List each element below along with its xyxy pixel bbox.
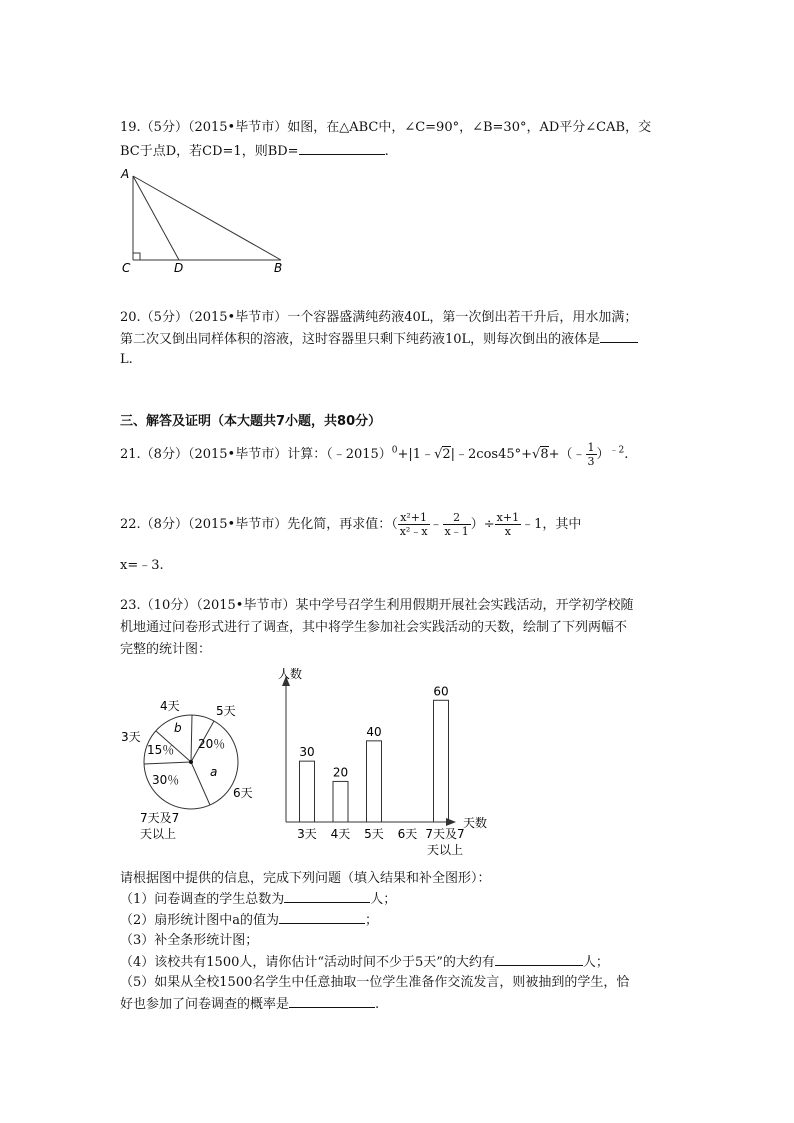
- triangle-figure: [115, 165, 295, 280]
- section-title: 三、解答及证明（本大题共7小题，共80分）: [120, 414, 382, 429]
- bar-4: [434, 700, 449, 822]
- q23-line-3: 完整的统计图：: [120, 642, 212, 657]
- q20-line-2-text: 第二次又倒出同样体积的溶液，这时容器里只剩下纯药液10L，则每次倒出的液体是: [120, 332, 601, 347]
- q21-exp: ﹣2: [609, 445, 625, 456]
- q21-part2: |﹣2cos45°+: [450, 447, 533, 462]
- q23-sub5-text: 好也参加了问卷调查的概率是: [120, 997, 290, 1012]
- bar-value-label: 60: [433, 684, 449, 699]
- bar-value-label: 40: [366, 724, 382, 739]
- q22-line: [120, 508, 581, 542]
- pie-label-a: a: [210, 765, 218, 779]
- q23-sub5-end: .: [375, 997, 380, 1012]
- q23-sub5-line-2: [120, 995, 379, 1013]
- q23-sub3: （3）补全条形统计图；: [120, 933, 259, 948]
- q23-sub1: [120, 890, 396, 908]
- q22-f2-den: x﹣1: [444, 525, 469, 538]
- q22-line-2: x=﹣3.: [120, 558, 164, 573]
- q23-sub2-text: （2）扇形统计图中a的值为: [120, 913, 280, 928]
- q20-line-3: L.: [120, 352, 133, 367]
- pie-divider: [191, 762, 210, 805]
- q22-fraction-1: [398, 511, 430, 538]
- pie-divider: [191, 715, 192, 762]
- q23-sub2-end: ；: [365, 913, 379, 928]
- answer-blank-23-1[interactable]: [284, 890, 370, 903]
- q23-line-2: 机地通过问卷形式进行了调查，其中将学生参加社会实践活动的天数，绘制了下列两幅不: [120, 620, 628, 635]
- q21-sqrt8: 8: [540, 447, 549, 462]
- q23-sub4-end: 人；: [582, 955, 609, 970]
- answer-blank-20[interactable]: [600, 330, 638, 343]
- q21-fraction: [586, 441, 597, 468]
- q19-line-1: 19.（5分）（2015•毕节市）如图，在△ABC中，∠C=90°，∠B=30°，AD平分∠CAB，交: [120, 120, 652, 135]
- x-tick-label: 4天: [330, 827, 351, 841]
- q21-line: [120, 441, 628, 468]
- q23-sub4-text: （4）该校共有1500人，请你估计“活动时间不少于5天”的大约有: [120, 955, 495, 970]
- answer-blank-23-2[interactable]: [279, 911, 365, 924]
- pie-label-20pct: 20％: [198, 737, 226, 751]
- x-axis-label: 天数: [463, 816, 488, 830]
- pie-label-3days: 3天: [121, 730, 141, 744]
- q20-line-2: [120, 330, 638, 348]
- answer-blank-19[interactable]: [299, 142, 385, 155]
- pie-label-7days-a: 7天及7: [140, 811, 180, 825]
- pie-label-7days-b: 天以上: [140, 827, 177, 841]
- q21-zero-exp: 0: [391, 445, 398, 456]
- x-tick-label: 3天: [297, 827, 317, 841]
- x-tick-label: 6天: [397, 827, 418, 841]
- pie-label-5days: 5天: [216, 704, 236, 718]
- bar-value-label: 30: [299, 745, 315, 760]
- pie-label-15pct: 15％: [147, 743, 175, 757]
- pie-divider: [144, 762, 191, 764]
- x-tick-label: 天以上: [426, 843, 464, 857]
- bar-2: [367, 741, 382, 822]
- q21-sqrt2: 2: [442, 447, 451, 462]
- q23-line-1: 23.（10分）（2015•毕节市）某中学号召学生利用假期开展社会实践活动，开学初学校随: [120, 598, 634, 613]
- q23-sub1-end: 人；: [370, 892, 397, 907]
- pie-label-4days: 4天: [160, 699, 180, 713]
- bar-chart: [270, 662, 510, 862]
- q21-part1: +|1﹣: [397, 447, 435, 462]
- pie-label-6days: 6天: [233, 786, 253, 800]
- q23-sub5-line-1: （5）如果从全校1500名学生中任意抽取一位学生准备作交流发言，则被抽到的学生，恰: [120, 975, 630, 990]
- q21-prefix: 21.（8分）（2015•毕节市）计算：（﹣2015）: [120, 447, 392, 462]
- pie-label-b: b: [174, 721, 182, 735]
- q19-line-2: [120, 142, 389, 160]
- label-B: B: [274, 261, 283, 275]
- q22-fraction-3: [495, 511, 521, 538]
- q23-sub1-text: （1）问卷调查的学生总数为: [120, 892, 285, 907]
- q19-line-2-text: BC于点D，若CD=1，则BD=: [120, 144, 299, 159]
- q23-prompt: 请根据图中提供的信息，完成下列问题（填入结果和补全图形）：: [120, 871, 491, 886]
- q23-sub4: [120, 953, 609, 971]
- pie-label-30pct: 30％: [152, 773, 180, 787]
- q22-mid: ）÷: [470, 517, 495, 532]
- label-C: C: [122, 261, 131, 275]
- q21-frac-num: 1: [587, 441, 595, 454]
- sqrt-sign: √: [434, 447, 443, 462]
- q22-minus: ﹣: [429, 517, 443, 532]
- pie-center: [189, 760, 193, 764]
- q19-end: .: [384, 144, 389, 159]
- q21-end: .: [624, 447, 629, 462]
- y-axis-label: 人数: [278, 667, 303, 681]
- answer-blank-23-4[interactable]: [495, 953, 583, 966]
- pie-chart: [115, 690, 275, 850]
- answer-blank-23-5[interactable]: [289, 995, 375, 1008]
- q20-line-1: 20.（5分）（2015•毕节市）一个容器盛满纯药液40L，第一次倒出若干升后，用水加满；: [120, 310, 638, 325]
- q22-f3-num: x+1: [496, 511, 520, 524]
- q22-end: ﹣1，其中: [521, 517, 582, 532]
- q22-f1-den: x²﹣x: [399, 525, 428, 538]
- bar-1: [333, 781, 348, 822]
- bar-0: [300, 761, 315, 822]
- x-tick-label: 7天及7: [425, 827, 465, 841]
- bar-value-label: 20: [332, 765, 349, 780]
- q21-frac-den: 3: [587, 455, 595, 468]
- q22-fraction-2: [443, 511, 471, 538]
- q22-f2-num: 2: [443, 511, 471, 525]
- q21-part3: +（﹣: [548, 447, 586, 462]
- sqrt-sign: √: [532, 447, 541, 462]
- label-D: D: [174, 261, 184, 275]
- q22-f3-den: x: [504, 525, 511, 538]
- q21-part4: ）: [596, 447, 610, 462]
- q23-sub2: [120, 911, 378, 929]
- label-A: A: [121, 167, 130, 181]
- x-tick-label: 5天: [364, 827, 384, 841]
- q22-f1-num: x²+1: [398, 511, 430, 525]
- q22-prefix: 22.（8分）（2015•毕节市）先化简，再求值：（: [120, 517, 398, 532]
